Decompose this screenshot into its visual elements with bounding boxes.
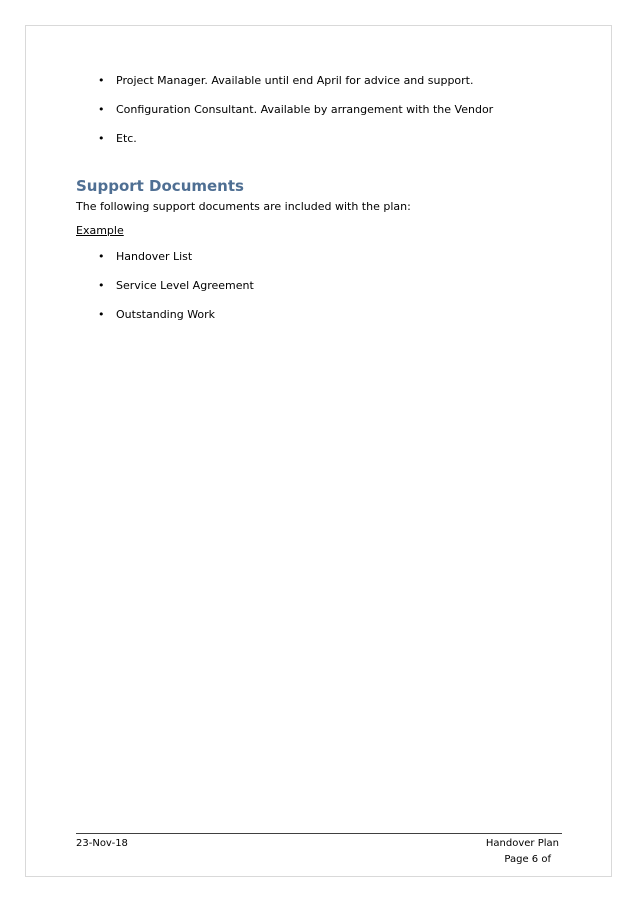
bullet-icon: • [98, 103, 105, 116]
bullet-icon: • [98, 279, 105, 292]
bullet-icon: • [98, 308, 105, 321]
section-heading: Support Documents [76, 177, 244, 195]
section-intro: The following support documents are included with the plan: [76, 200, 411, 213]
footer-document-title: Handover Plan [485, 838, 559, 849]
list-item-text: Handover List [116, 250, 193, 263]
bullet-icon: • [98, 250, 105, 263]
bullet-icon: • [98, 74, 105, 87]
list-item-text: Etc. [116, 132, 137, 145]
example-label: Example [76, 224, 124, 237]
list-item-text: Configuration Consultant. Available by arrangement with the Vendor [116, 103, 494, 116]
list-item-text: Service Level Agreement [116, 279, 254, 292]
footer-page-number: Page 6 of [504, 854, 551, 865]
bullet-icon: • [98, 132, 105, 145]
list-item-text: Project Manager. Available until end April for advice and support. [116, 74, 474, 87]
list-item-text: Outstanding Work [116, 308, 216, 321]
footer-divider [76, 833, 562, 834]
footer-date: 23-Nov-18 [76, 838, 128, 849]
page-frame [25, 25, 612, 877]
